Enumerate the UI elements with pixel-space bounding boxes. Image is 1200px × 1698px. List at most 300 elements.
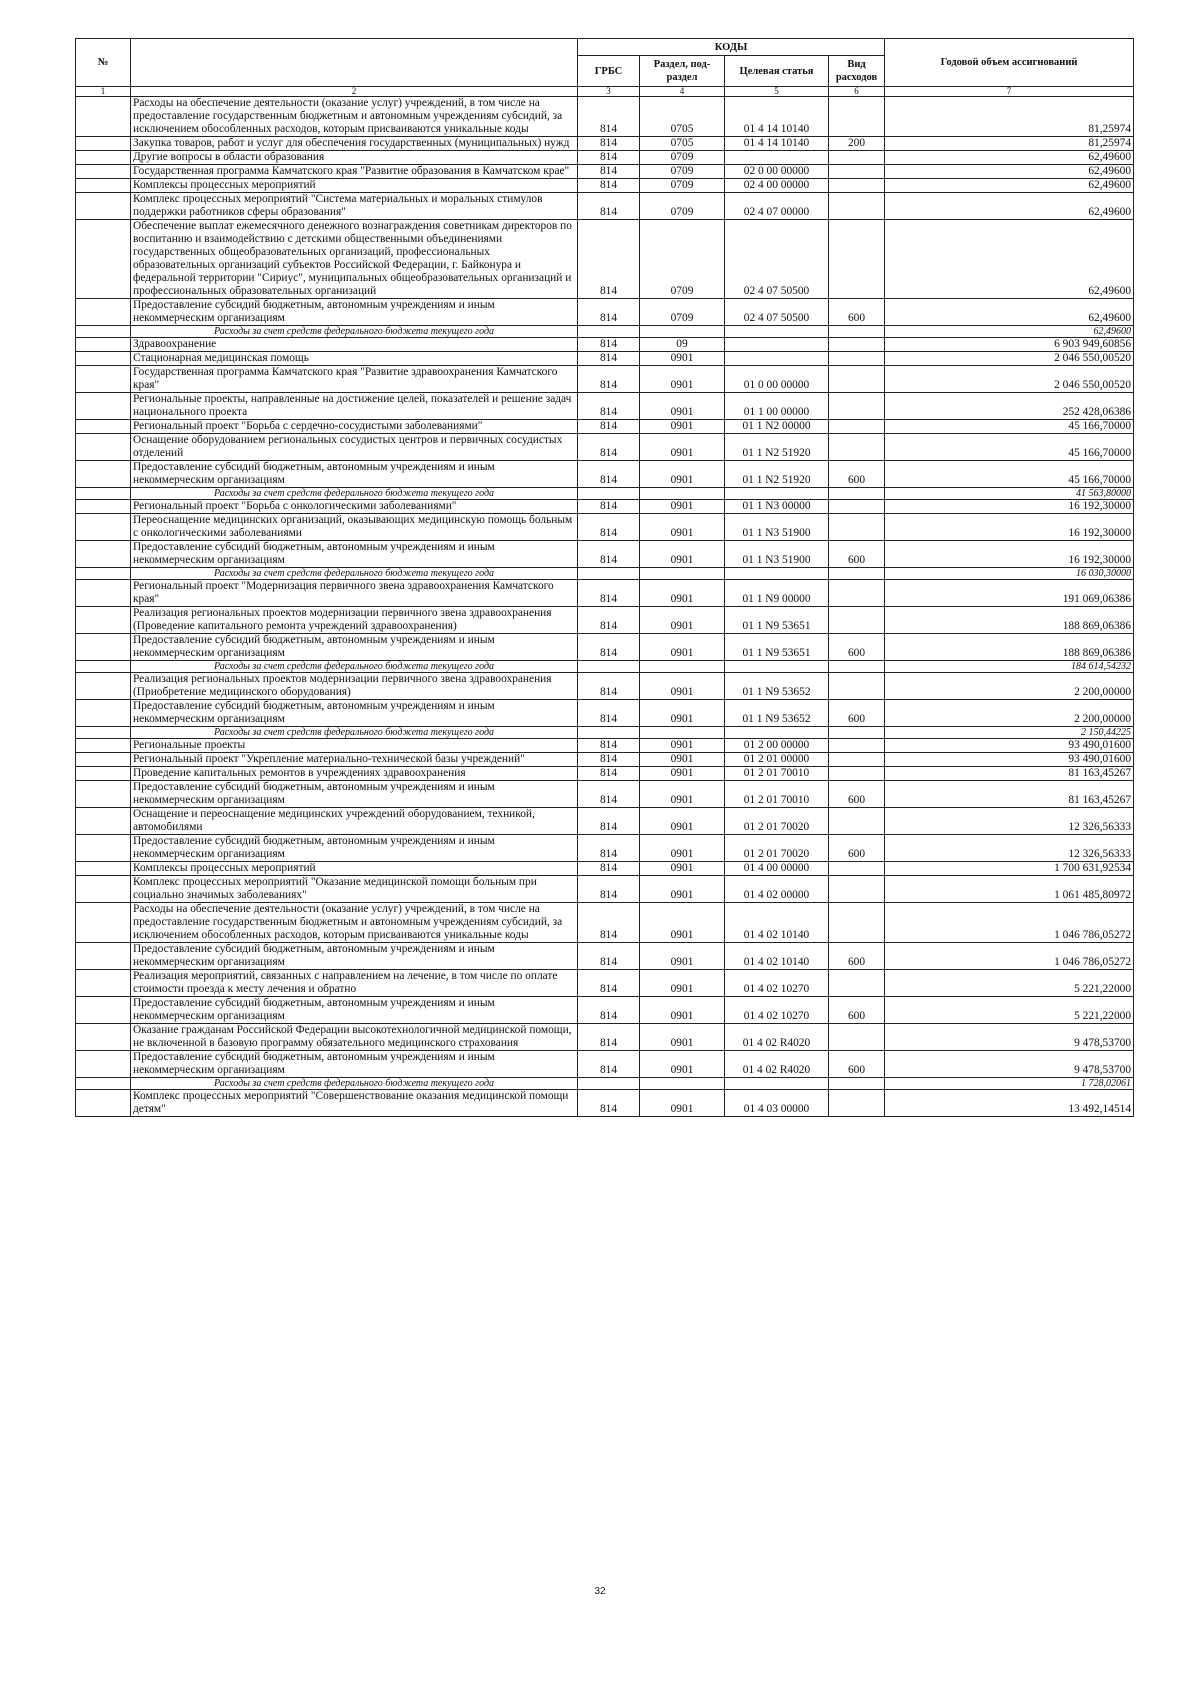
table-row [76,835,1134,862]
vid-cell [829,488,885,500]
name-cell: Предоставление субсидий бюджетным, автономным учреждениям и иным некоммерческим организациям [131,1051,578,1078]
vid-cell: 600 [829,299,885,326]
num-cell [76,673,131,700]
target-cell: 02 0 00 00000 [725,165,829,179]
num-cell [76,420,131,434]
target-cell: 01 4 14 10140 [725,137,829,151]
target-cell: 01 1 N3 51900 [725,541,829,568]
num-cell [76,568,131,580]
table-row [76,607,1134,634]
num-cell [76,366,131,393]
target-cell: 01 4 02 10270 [725,970,829,997]
razdel-cell: 0901 [640,753,725,767]
sum-cell: 2 046 550,00520 [885,366,1134,393]
table-row [76,352,1134,366]
name-cell: Расходы за счет средств федерального бюджета текущего года [131,661,578,673]
name-cell: Расходы за счет средств федерального бюджета текущего года [131,1078,578,1090]
razdel-cell: 0901 [640,352,725,366]
grbs-cell [578,326,640,338]
num-cell [76,137,131,151]
sum-cell: 81,25974 [885,97,1134,137]
target-cell [725,326,829,338]
sum-cell: 81 163,45267 [885,767,1134,781]
vid-cell [829,753,885,767]
sum-cell: 62,49600 [885,299,1134,326]
target-cell: 01 1 N9 53652 [725,673,829,700]
header-razdel: Раздел, под-раздел [640,56,725,87]
sum-cell: 2 046 550,00520 [885,352,1134,366]
razdel-cell: 0705 [640,137,725,151]
vid-cell: 600 [829,461,885,488]
vid-cell: 600 [829,997,885,1024]
grbs-cell [578,727,640,739]
num-cell [76,326,131,338]
vid-cell [829,220,885,299]
table-row [76,220,1134,299]
razdel-cell: 0901 [640,862,725,876]
table-row [76,137,1134,151]
vid-cell [829,1024,885,1051]
num-cell [76,165,131,179]
table-row [76,700,1134,727]
target-cell: 01 1 00 00000 [725,393,829,420]
grbs-cell: 814 [578,220,640,299]
table-row [76,1051,1134,1078]
razdel-cell: 0901 [640,434,725,461]
name-cell: Комплекс процессных мероприятий "Оказание медицинской помощи больным при социально значимых заболеваниях" [131,876,578,903]
name-cell: Региональные проекты, направленные на достижение целей, показателей и решение задач национального проекта [131,393,578,420]
header-codes: КОДЫ [578,39,885,56]
sum-cell: 93 490,01600 [885,739,1134,753]
vid-cell: 600 [829,1051,885,1078]
grbs-cell: 814 [578,580,640,607]
vid-cell [829,352,885,366]
federal-budget-row [76,1078,1134,1090]
razdel-cell [640,661,725,673]
name-cell: Предоставление субсидий бюджетным, автономным учреждениям и иным некоммерческим организациям [131,835,578,862]
razdel-cell: 0901 [640,943,725,970]
num-cell [76,434,131,461]
target-cell: 01 2 01 70010 [725,767,829,781]
vid-cell: 600 [829,835,885,862]
grbs-cell: 814 [578,393,640,420]
table-row [76,781,1134,808]
grbs-cell: 814 [578,753,640,767]
sum-cell: 62,49600 [885,165,1134,179]
razdel-cell [640,1078,725,1090]
grbs-cell: 814 [578,179,640,193]
razdel-cell: 0901 [640,835,725,862]
table-row [76,1024,1134,1051]
num-cell [76,876,131,903]
vid-cell [829,568,885,580]
vid-cell [829,193,885,220]
grbs-cell [578,568,640,580]
table-row [76,903,1134,943]
razdel-cell: 0901 [640,1090,725,1117]
name-cell: Реализация региональных проектов модернизации первичного звена здравоохранения (Приобретение медицинского оборудования) [131,673,578,700]
sum-cell: 9 478,53700 [885,1051,1134,1078]
razdel-cell: 0901 [640,739,725,753]
table-row [76,753,1134,767]
header-target: Целевая статья [725,56,829,87]
target-cell: 01 2 01 70020 [725,835,829,862]
vid-cell [829,326,885,338]
sum-cell: 188 869,06386 [885,634,1134,661]
razdel-cell [640,727,725,739]
vid-cell [829,165,885,179]
target-cell: 01 4 02 00000 [725,876,829,903]
grbs-cell [578,488,640,500]
table-row [76,420,1134,434]
header-name [131,39,578,87]
num-cell [76,338,131,352]
name-cell: Проведение капитальных ремонтов в учреждениях здравоохранения [131,767,578,781]
target-cell: 01 1 N9 00000 [725,580,829,607]
razdel-cell [640,326,725,338]
num-cell [76,488,131,500]
name-cell: Оснащение оборудованием региональных сосудистых центров и первичных сосудистых отделений [131,434,578,461]
vid-cell [829,739,885,753]
vid-cell [829,366,885,393]
num-cell [76,835,131,862]
sum-cell: 41 563,80000 [885,488,1134,500]
target-cell: 01 1 N2 00000 [725,420,829,434]
razdel-cell [640,488,725,500]
razdel-cell: 0709 [640,165,725,179]
sum-cell: 1 046 786,05272 [885,903,1134,943]
sum-cell: 5 221,22000 [885,997,1134,1024]
vid-cell: 600 [829,700,885,727]
federal-budget-row [76,568,1134,580]
name-cell: Стационарная медицинская помощь [131,352,578,366]
sum-cell: 16 192,30000 [885,541,1134,568]
grbs-cell: 814 [578,970,640,997]
vid-cell [829,876,885,903]
num-cell [76,943,131,970]
grbs-cell: 814 [578,1090,640,1117]
target-cell: 01 1 N3 51900 [725,514,829,541]
col-num-6: 6 [829,87,885,97]
target-cell: 01 4 02 R4020 [725,1051,829,1078]
grbs-cell: 814 [578,700,640,727]
grbs-cell: 814 [578,461,640,488]
razdel-cell: 0901 [640,1051,725,1078]
name-cell: Государственная программа Камчатского края "Развитие здравоохранения Камчатского края" [131,366,578,393]
name-cell: Предоставление субсидий бюджетным, автономным учреждениям и иным некоммерческим организациям [131,700,578,727]
num-cell [76,661,131,673]
table-row [76,193,1134,220]
razdel-cell: 0901 [640,781,725,808]
vid-cell [829,661,885,673]
name-cell: Предоставление субсидий бюджетным, автономным учреждениям и иным некоммерческим организациям [131,299,578,326]
vid-cell [829,903,885,943]
name-cell: Региональные проекты [131,739,578,753]
table-row [76,514,1134,541]
grbs-cell: 814 [578,1051,640,1078]
page-number: 32 [594,1586,606,1597]
target-cell: 02 4 07 50500 [725,220,829,299]
table-row [76,541,1134,568]
name-cell: Расходы за счет средств федерального бюджета текущего года [131,727,578,739]
target-cell: 01 1 N9 53652 [725,700,829,727]
vid-cell [829,673,885,700]
num-cell [76,1078,131,1090]
vid-cell: 600 [829,634,885,661]
vid-cell: 200 [829,137,885,151]
num-cell [76,541,131,568]
header-volume: Годовой объем ассигнований [885,39,1134,87]
budget-table [75,38,1134,1117]
sum-cell: 81 163,45267 [885,781,1134,808]
sum-cell: 81,25974 [885,137,1134,151]
sum-cell: 2 200,00000 [885,700,1134,727]
razdel-cell: 0901 [640,541,725,568]
grbs-cell: 814 [578,137,640,151]
header-grbs: ГРБС [578,56,640,87]
grbs-cell: 814 [578,352,640,366]
table-row [76,165,1134,179]
name-cell: Предоставление субсидий бюджетным, автономным учреждениям и иным некоммерческим организациям [131,634,578,661]
target-cell: 01 4 14 10140 [725,97,829,137]
grbs-cell: 814 [578,299,640,326]
grbs-cell: 814 [578,97,640,137]
target-cell [725,727,829,739]
grbs-cell: 814 [578,862,640,876]
target-cell: 01 2 01 00000 [725,753,829,767]
sum-cell: 2 150,44225 [885,727,1134,739]
federal-budget-row [76,488,1134,500]
razdel-cell [640,568,725,580]
target-cell: 01 4 02 R4020 [725,1024,829,1051]
num-cell [76,808,131,835]
num-cell [76,1051,131,1078]
sum-cell: 184 614,54232 [885,661,1134,673]
target-cell [725,1078,829,1090]
target-cell: 01 4 03 00000 [725,1090,829,1117]
target-cell: 01 4 02 10140 [725,943,829,970]
name-cell: Здравоохранение [131,338,578,352]
num-cell [76,753,131,767]
name-cell: Комплекс процессных мероприятий "Система материальных и моральных стимулов поддержки работников сферы образования" [131,193,578,220]
num-cell [76,634,131,661]
table-row [76,876,1134,903]
vid-cell [829,393,885,420]
sum-cell: 62,49600 [885,193,1134,220]
table-row [76,673,1134,700]
col-num-2: 2 [131,87,578,97]
name-cell: Расходы на обеспечение деятельности (оказание услуг) учреждений, в том числе на предоставление государственным бюджетным и автономным учреждениям субсидий, за исключением обособленных расходов, которым присваиваются уникальные коды [131,903,578,943]
grbs-cell: 814 [578,835,640,862]
target-cell: 01 1 N9 53651 [725,607,829,634]
vid-cell [829,727,885,739]
sum-cell: 9 478,53700 [885,1024,1134,1051]
name-cell: Предоставление субсидий бюджетным, автономным учреждениям и иным некоммерческим организациям [131,541,578,568]
num-cell [76,461,131,488]
razdel-cell: 0901 [640,903,725,943]
target-cell [725,568,829,580]
grbs-cell: 814 [578,165,640,179]
table-row [76,393,1134,420]
name-cell: Предоставление субсидий бюджетным, автономным учреждениям и иным некоммерческим организациям [131,943,578,970]
sum-cell: 5 221,22000 [885,970,1134,997]
vid-cell [829,151,885,165]
table-row [76,179,1134,193]
sum-cell: 45 166,70000 [885,420,1134,434]
razdel-cell: 0901 [640,393,725,420]
target-cell: 01 4 00 00000 [725,862,829,876]
razdel-cell: 0901 [640,500,725,514]
vid-cell [829,434,885,461]
vid-cell [829,1078,885,1090]
num-cell [76,151,131,165]
table-row [76,299,1134,326]
razdel-cell: 0709 [640,220,725,299]
name-cell: Региональный проект "Борьба с сердечно-сосудистыми заболеваниями" [131,420,578,434]
name-cell: Региональный проект "Борьба с онкологическими заболеваниями" [131,500,578,514]
sum-cell: 2 200,00000 [885,673,1134,700]
vid-cell [829,1090,885,1117]
vid-cell [829,767,885,781]
table-row [76,461,1134,488]
target-cell: 01 4 02 10270 [725,997,829,1024]
num-cell [76,700,131,727]
table-row [76,767,1134,781]
num-cell [76,393,131,420]
razdel-cell: 0901 [640,876,725,903]
sum-cell: 252 428,06386 [885,393,1134,420]
name-cell: Государственная программа Камчатского края "Развитие образования в Камчатском крае" [131,165,578,179]
vid-cell [829,179,885,193]
name-cell: Реализация мероприятий, связанных с направлением на лечение, в том числе по оплате стоимости проезда к месту лечения и обратно [131,970,578,997]
sum-cell: 45 166,70000 [885,434,1134,461]
razdel-cell: 0901 [640,461,725,488]
sum-cell: 191 069,06386 [885,580,1134,607]
name-cell: Расходы на обеспечение деятельности (оказание услуг) учреждений, в том числе на предоставление государственным бюджетным и автономным учреждениям субсидий, за исключением обособленных расходов, которым присваиваются уникальные коды [131,97,578,137]
grbs-cell: 814 [578,673,640,700]
grbs-cell: 814 [578,781,640,808]
sum-cell: 16 030,30000 [885,568,1134,580]
num-cell [76,500,131,514]
num-cell [76,997,131,1024]
name-cell: Оказание гражданам Российской Федерации высокотехнологичной медицинской помощи, не включенной в базовую программу обязательного медицинского страхования [131,1024,578,1051]
target-cell [725,151,829,165]
name-cell: Расходы за счет средств федерального бюджета текущего года [131,568,578,580]
vid-cell [829,500,885,514]
vid-cell [829,97,885,137]
target-cell: 01 2 00 00000 [725,739,829,753]
header-vid: Вид расходов [829,56,885,87]
name-cell: Реализация региональных проектов модернизации первичного звена здравоохранения (Проведение капитального ремонта учреждений здравоохранения) [131,607,578,634]
razdel-cell: 09 [640,338,725,352]
target-cell [725,352,829,366]
grbs-cell [578,661,640,673]
table-row [76,997,1134,1024]
grbs-cell: 814 [578,943,640,970]
table-row [76,366,1134,393]
vid-cell: 600 [829,541,885,568]
num-cell [76,727,131,739]
razdel-cell: 0901 [640,673,725,700]
grbs-cell: 814 [578,1024,640,1051]
col-num-3: 3 [578,87,640,97]
razdel-cell: 0709 [640,299,725,326]
name-cell: Региональный проект "Модернизация первичного звена здравоохранения Камчатского края" [131,580,578,607]
name-cell: Предоставление субсидий бюджетным, автономным учреждениям и иным некоммерческим организациям [131,781,578,808]
name-cell: Комплекс процессных мероприятий "Совершенствование оказания медицинской помощи детям" [131,1090,578,1117]
num-cell [76,781,131,808]
grbs-cell: 814 [578,193,640,220]
table-row [76,97,1134,137]
target-cell: 01 1 N2 51920 [725,434,829,461]
grbs-cell: 814 [578,607,640,634]
grbs-cell: 814 [578,151,640,165]
budget-document [75,38,1133,1117]
sum-cell: 45 166,70000 [885,461,1134,488]
num-cell [76,739,131,753]
grbs-cell: 814 [578,739,640,753]
target-cell: 01 1 N3 00000 [725,500,829,514]
name-cell: Закупка товаров, работ и услуг для обеспечения государственных (муниципальных) нужд [131,137,578,151]
vid-cell [829,862,885,876]
sum-cell: 93 490,01600 [885,753,1134,767]
name-cell: Обеспечение выплат ежемесячного денежного вознаграждения советникам директоров по воспитанию и взаимодействию с детскими общественными объединениями государственных общеобразовательных организаций, профессиональных образовательных организаций субъектов Российской Федерации, г. Байконура и федеральной территории "Сириус", муниципальных общеобразовательных организаций и профессиональных образовательных организаций [131,220,578,299]
grbs-cell: 814 [578,808,640,835]
sum-cell: 12 326,56333 [885,808,1134,835]
col-num-7: 7 [885,87,1134,97]
razdel-cell: 0901 [640,607,725,634]
vid-cell [829,420,885,434]
razdel-cell: 0709 [640,151,725,165]
federal-budget-row [76,661,1134,673]
razdel-cell: 0901 [640,1024,725,1051]
sum-cell: 62,49600 [885,220,1134,299]
vid-cell [829,580,885,607]
target-cell: 01 2 01 70010 [725,781,829,808]
num-cell [76,903,131,943]
num-cell [76,514,131,541]
grbs-cell: 814 [578,997,640,1024]
razdel-cell: 0901 [640,970,725,997]
target-cell: 02 4 07 00000 [725,193,829,220]
sum-cell: 16 192,30000 [885,514,1134,541]
num-cell [76,1090,131,1117]
target-cell: 02 4 00 00000 [725,179,829,193]
sum-cell: 62,49600 [885,151,1134,165]
grbs-cell: 814 [578,903,640,943]
num-cell [76,193,131,220]
table-row [76,500,1134,514]
grbs-cell: 814 [578,420,640,434]
table-row [76,862,1134,876]
name-cell: Предоставление субсидий бюджетным, автономным учреждениям и иным некоммерческим организациям [131,997,578,1024]
table-row [76,739,1134,753]
name-cell: Расходы за счет средств федерального бюджета текущего года [131,326,578,338]
target-cell [725,488,829,500]
razdel-cell: 0901 [640,700,725,727]
table-row [76,970,1134,997]
razdel-cell: 0901 [640,767,725,781]
name-cell: Предоставление субсидий бюджетным, автономным учреждениям и иным некоммерческим организациям [131,461,578,488]
grbs-cell: 814 [578,767,640,781]
table-row [76,338,1134,352]
sum-cell: 6 903 949,60856 [885,338,1134,352]
table-row [76,580,1134,607]
razdel-cell: 0901 [640,634,725,661]
name-cell: Комплексы процессных мероприятий [131,862,578,876]
name-cell: Комплексы процессных мероприятий [131,179,578,193]
table-row [76,151,1134,165]
